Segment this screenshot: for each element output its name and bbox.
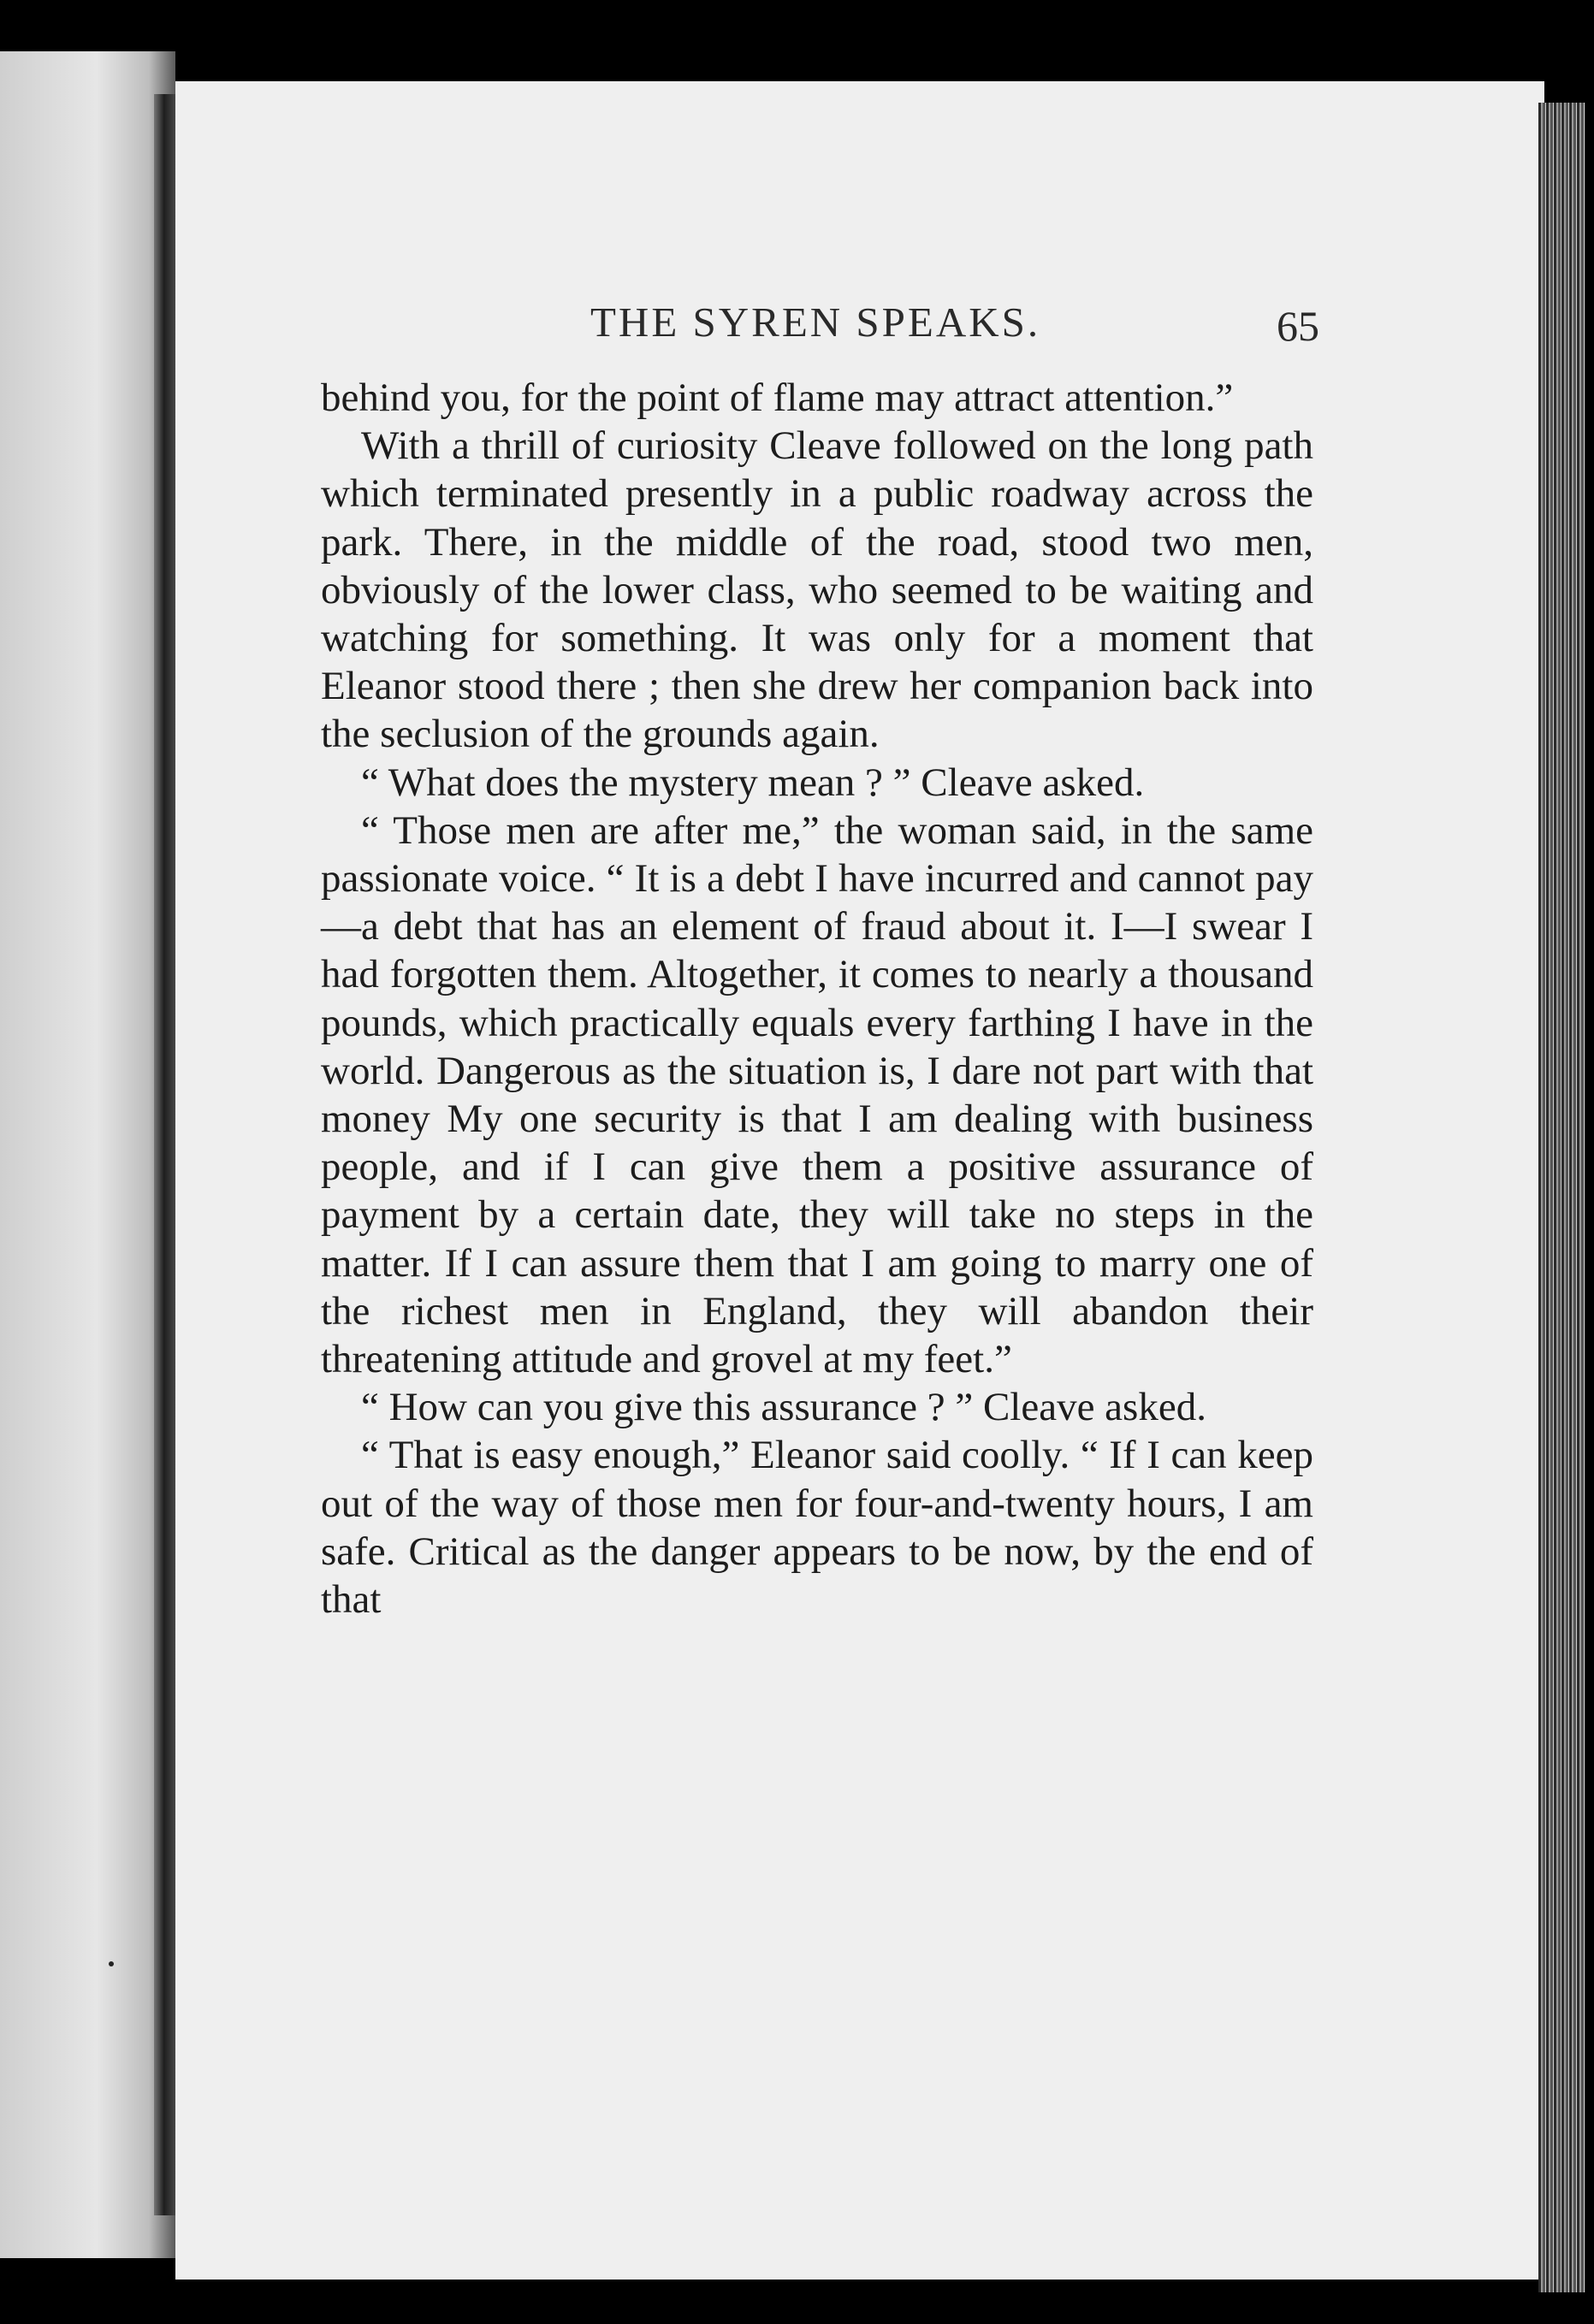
- paragraph: “ That is easy enough,” Eleanor said coolly. “ If I can keep out of the way of those men for four-and-twenty hours, I am safe. Critical as the danger appears to be now, by the end of that: [321, 1433, 1313, 1623]
- paragraph: With a thrill of curiosity Cleave followed on the long path which terminated presently in a public roadway across the park. There, in the middle of the road, stood two men, obviously of the lower class, who seemed to be waiting and watching for something. It was only for a moment that Eleanor stood there ; then she drew her companion back into the seclusion of the grounds again.: [321, 423, 1313, 757]
- body-text: [321, 374, 1313, 1623]
- left-page-edge: [0, 51, 175, 2258]
- page-edges: [1538, 103, 1585, 2292]
- running-head: THE SYREN SPEAKS.: [590, 299, 1041, 346]
- page-number: 65: [1277, 302, 1319, 350]
- paragraph: “ What does the mystery mean ? ” Cleave asked.: [361, 760, 1145, 805]
- page-header: [590, 298, 1335, 366]
- book-gutter: [154, 94, 176, 2215]
- paragraph: “ How can you give this assurance ? ” Cleave asked.: [361, 1385, 1206, 1430]
- paragraph: “ Those men are after me,” the woman said, in the same passionate voice. “ It is a debt I have incurred and cannot pay—a debt that has an element of fraud about it. I—I swear I had forgotten them. Altogether, it comes to nearly a thousand pounds, which practically equals every farthing I have in the world. Dangerous as the situation is, I dare not part with that money My one security is that I am dealing with business people, and if I can give them a positive assurance of payment by a certain date, they will take no steps in the matter. If I can assure them that I am going to marry one of the richest men in England, they will abandon their threatening attitude and grovel at my feet.”: [321, 807, 1313, 1382]
- paragraph: behind you, for the point of flame may attract attention.”: [321, 376, 1234, 420]
- binding-mark: [109, 1961, 114, 1966]
